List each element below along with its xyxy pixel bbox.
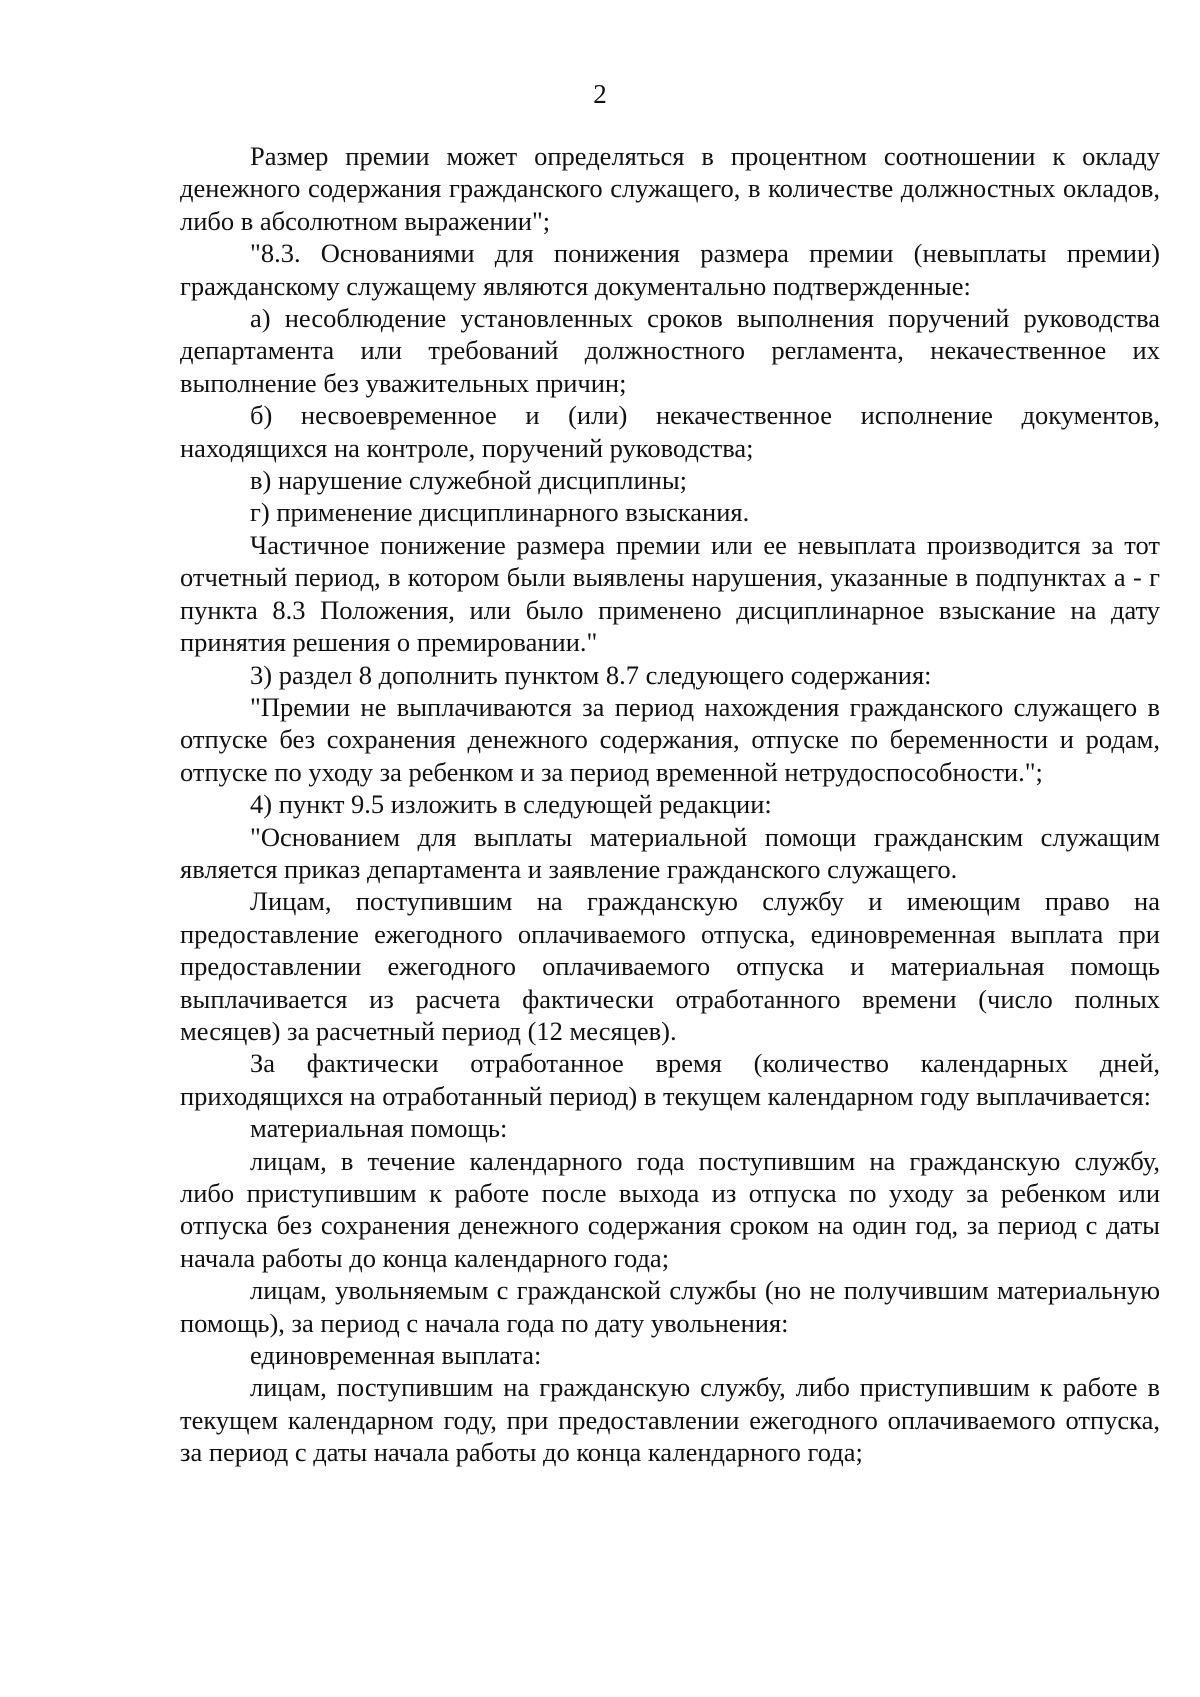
page-number: 2 — [593, 79, 607, 109]
paragraph-bonus-size: Размер премии может определяться в процентном соотношении к окладу денежного содержания гражданского служащего, в количестве должностных окладов, либо в абсолютном выражении"; — [180, 141, 1160, 236]
paragraph-lump-sum-heading: единовременная выплата: — [250, 1340, 542, 1371]
paragraph-material-aid-heading: материальная помощь: — [250, 1113, 508, 1144]
paragraph-9-5-amendment: 4) пункт 9.5 изложить в следующей редакции: — [250, 789, 772, 820]
paragraph-item-g: г) применение дисциплинарного взыскания. — [250, 497, 750, 528]
paragraph-new-employees: Лицам, поступившим на гражданскую службу и имеющим право на предоставление ежегодного оплачиваемого отпуска, единовременная выплата при предоставлении ежегодного оплачиваемого отпуска и материальная помощь выплачивается из расчета фактически отработанного времени (число полных месяцев) за расчетный период (12 месяцев). — [180, 886, 1160, 1046]
paragraph-8-7-text: "Премии не выплачиваются за период нахождения гражданского служащего в отпуске без сохранения денежного содержания, отпуске по беременности и родам, отпуске по уходу за ребенком и за период временной нетрудоспособности."; — [180, 691, 1160, 787]
paragraph-item-v: в) нарушение служебной дисциплины; — [250, 465, 688, 496]
document-body — [180, 140, 1160, 1469]
paragraph-material-aid-basis: "Основанием для выплаты материальной помощи гражданским служащим является приказ департамента и заявление гражданского служащего. — [180, 821, 1160, 884]
paragraph-actual-time: За фактически отработанное время (количество календарных дней, приходящихся на отработанный период) в текущем календарном году выплачивается: — [180, 1048, 1160, 1111]
paragraph-lump-sum-new-staff: лицам, поступившим на гражданскую службу, либо приступившим к работе в текущем календарном году, при предоставлении ежегодного оплачиваемого отпуска, за период с даты начала работы до конца календарного года; — [180, 1372, 1160, 1468]
paragraph-partial-reduction: Частичное понижение размера премии или ее невыплата производится за тот отчетный период, в котором были выявлены нарушения, указанные в подпунктах а - г пункта 8.3 Положения, или было применено дисциплинарное взыскание на дату принятия решения о премировании." — [180, 529, 1160, 658]
paragraph-8-3-grounds: "8.3. Основаниями для понижения размера премии (невыплаты премии) гражданскому служащему являются документально подтвержденные: — [180, 238, 1160, 301]
paragraph-material-aid-dismissed: лицам, увольняемым с гражданской службы (но не получившим материальную помощь), за период с начала года по дату увольнения: — [180, 1275, 1160, 1338]
paragraph-section-8-amendment: 3) раздел 8 дополнить пунктом 8.7 следующего содержания: — [250, 659, 932, 690]
paragraph-item-b: б) несвоевременное и (или) некачественное исполнение документов, находящихся на контроле, поручений руководства; — [180, 400, 1160, 463]
paragraph-item-a: а) несоблюдение установленных сроков выполнения поручений руководства департамента или требований должностного регламента, некачественное их выполнение без уважительных причин; — [180, 303, 1160, 398]
paragraph-material-aid-new-staff: лицам, в течение календарного года поступившим на гражданскую службу, либо приступившим к работе после выхода из отпуска по уходу за ребенком или отпуска без сохранения денежного содержания сроком на один год, за период с даты начала работы до конца календарного года; — [180, 1145, 1160, 1273]
